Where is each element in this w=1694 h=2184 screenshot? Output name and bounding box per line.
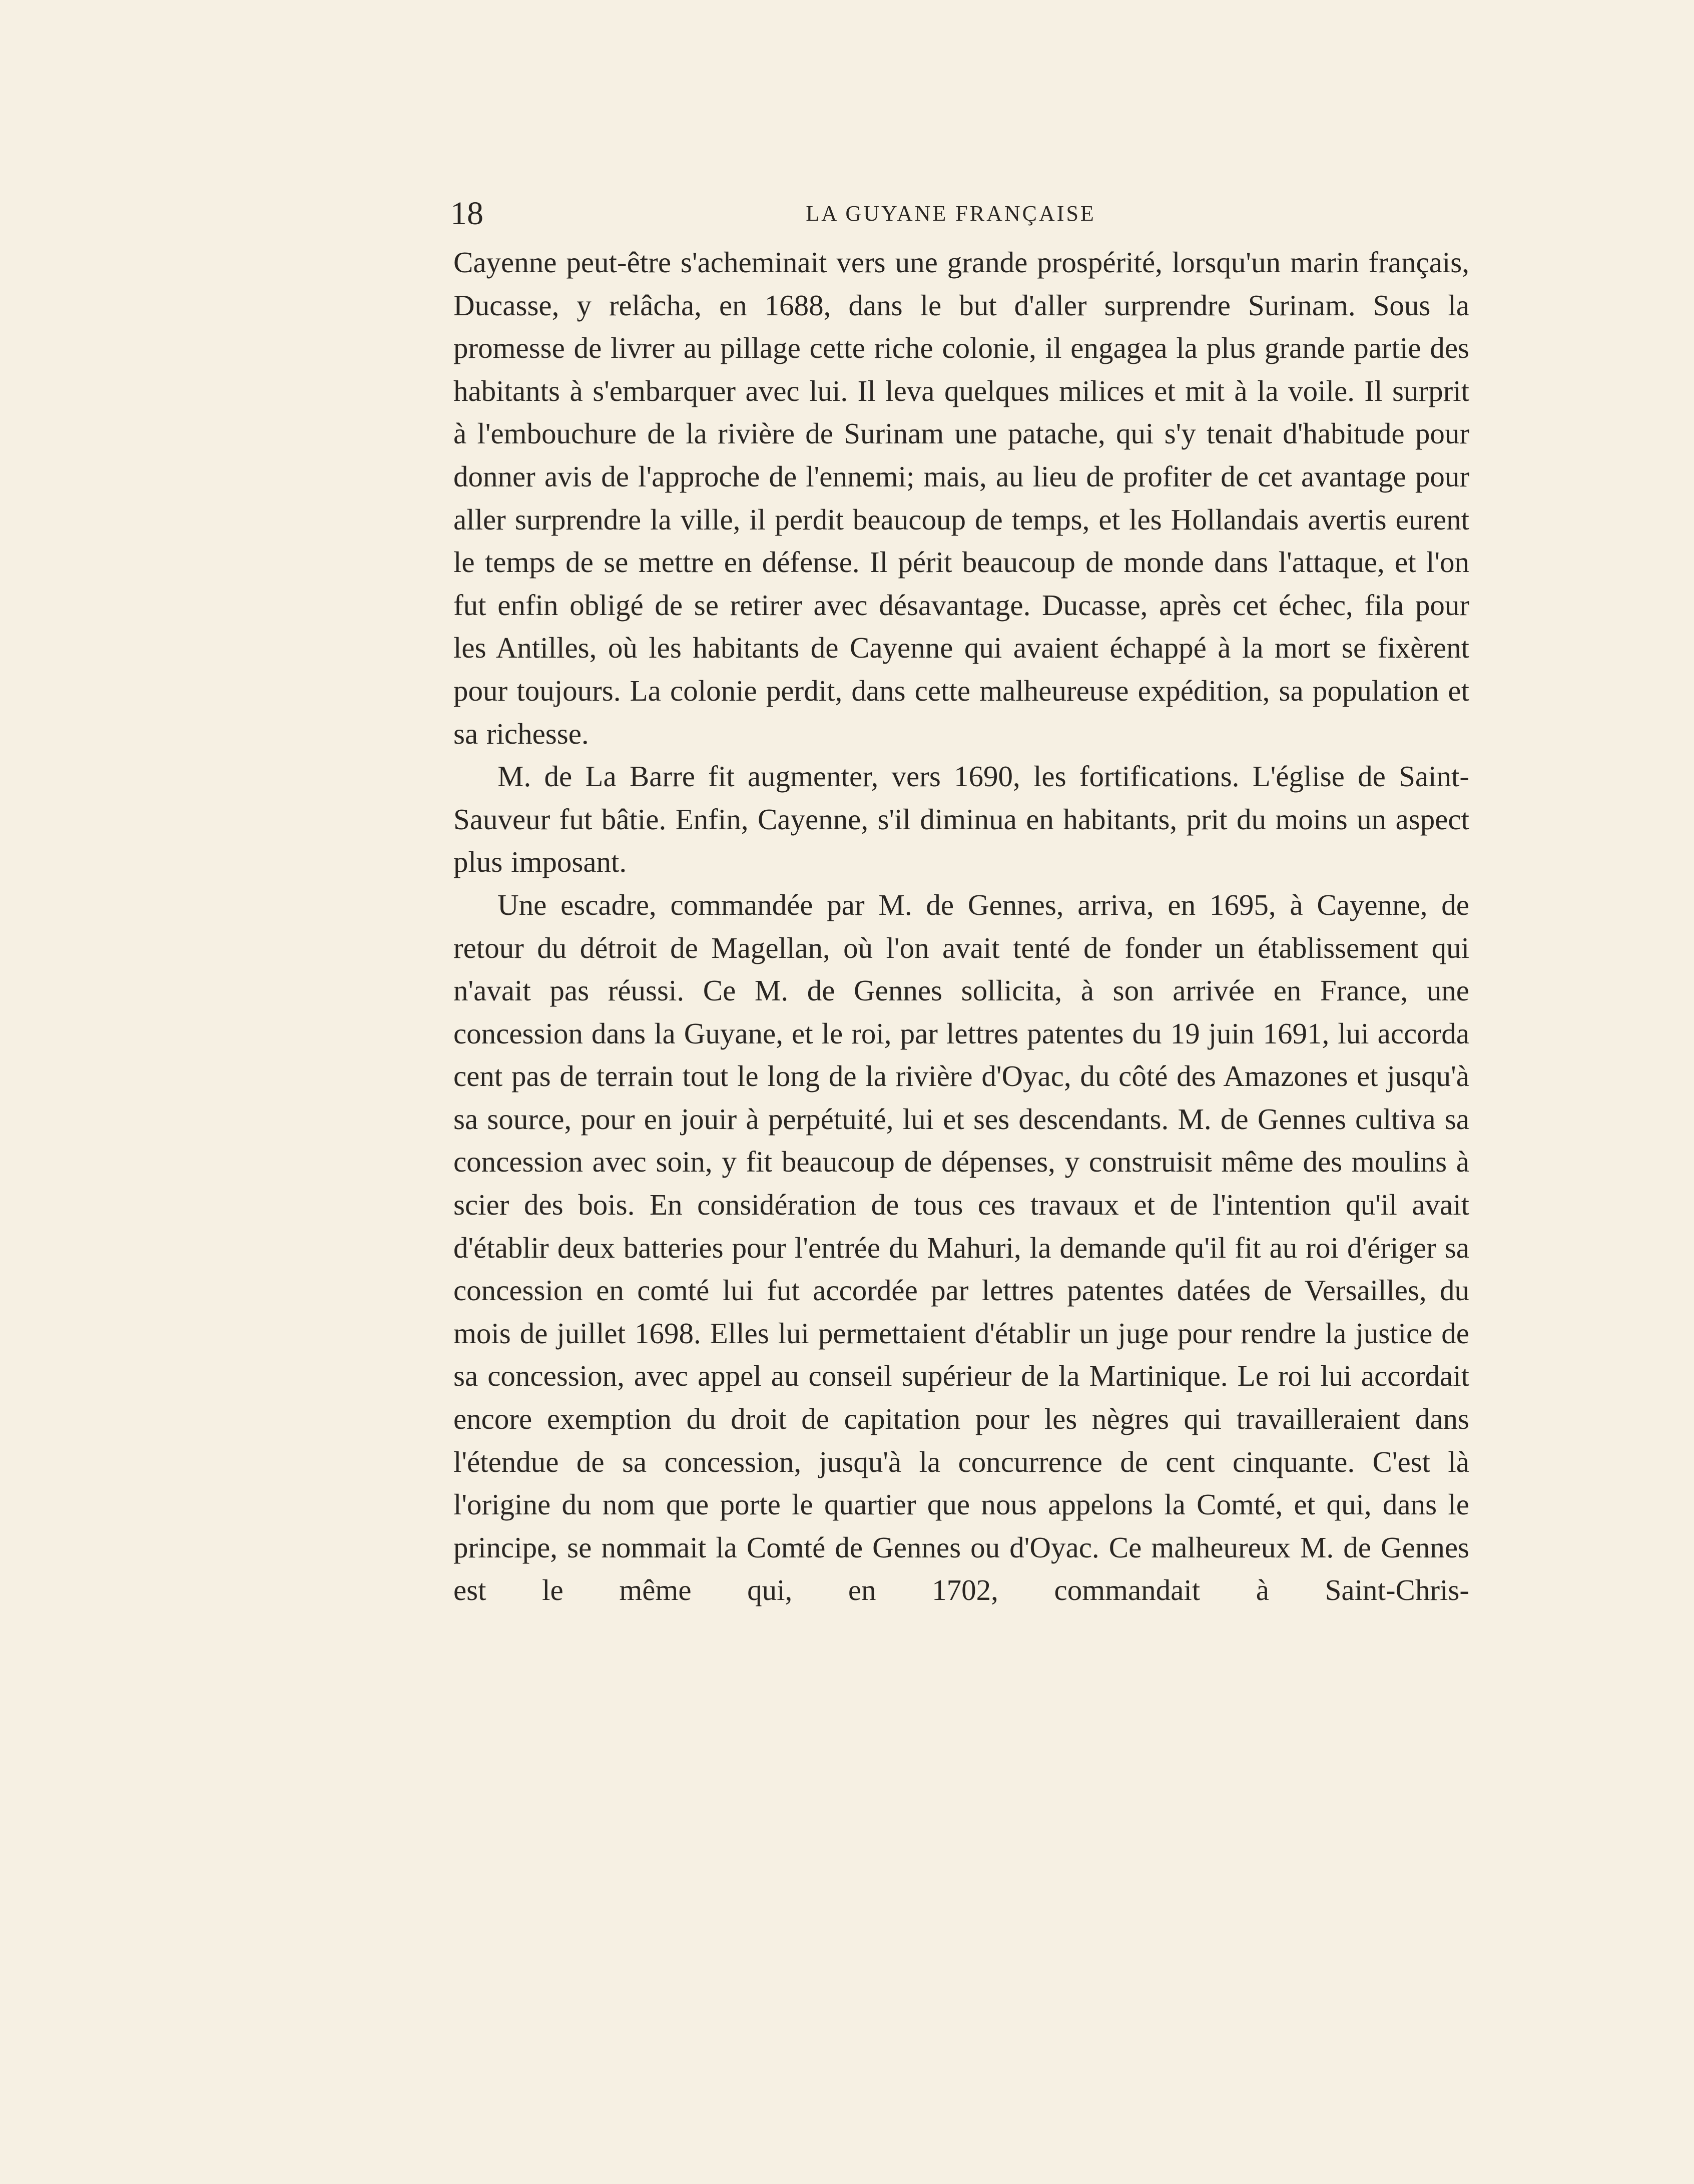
page-number: 18 xyxy=(450,195,483,232)
page-header xyxy=(450,191,1451,236)
body-text xyxy=(453,241,1469,1612)
paragraph-3: Une escadre, commandée par M. de Gennes, arriva, en 1695, à Cayenne, de retour du détroit de Magellan, où l'on avait tenté de fonder un établissement qui n'avait pas réussi. Ce M. de Gennes sollicita, à son arrivée en France, une concession dans la Guyane, et le roi, par lettres patentes du 19 juin 1691, lui accorda cent pas de terrain tout le long de la rivière d'Oyac, du côté des Amazones et jusqu'à sa source, pour en jouir à perpétuité, lui et ses descendants. M. de Gennes cultiva sa concession avec soin, y fit beaucoup de dépenses, y construisit même des moulins à scier des bois. En considération de tous ces travaux et de l'intention qu'il avait d'établir deux batteries pour l'entrée du Mahuri, la demande qu'il fit au roi d'ériger sa concession en comté lui fut accordée par lettres patentes datées de Versailles, du mois de juillet 1698. Elles lui permettaient d'établir un juge pour rendre la justice de sa concession, avec appel au conseil supérieur de la Martinique. Le roi lui accordait encore exemption du droit de capitation pour les nègres qui travailleraient dans l'étendue de sa concession, jusqu'à la concurrence de cent cinquante. C'est là l'origine du nom que porte le quartier que nous appelons la Comté, et qui, dans le principe, se nommait la Comté de Gennes ou d'Oyac. Ce malheureux M. de Gennes est le même qui, en 1702, commandait à Saint-Chris- xyxy=(453,888,1469,1607)
running-title: LA GUYANE FRANÇAISE xyxy=(806,201,1096,226)
paragraph-1: Cayenne peut-être s'acheminait vers une grande prospérité, lorsqu'un marin français, Ducasse, y relâcha, en 1688, dans le but d'aller surprendre Surinam. Sous la promesse de livrer au pillage cette riche colonie, il engagea la plus grande partie des habitants à s'embarquer avec lui. Il leva quelques milices et mit à la voile. Il surprit à l'embouchure de la rivière de Surinam une patache, qui s'y tenait d'habitude pour donner avis de l'approche de l'ennemi; mais, au lieu de profiter de cet avantage pour aller surprendre la ville, il perdit beaucoup de temps, et les Hollandais avertis eurent le temps de se mettre en défense. Il périt beaucoup de monde dans l'attaque, et l'on fut enfin obligé de se retirer avec désavantage. Ducasse, après cet échec, fila pour les Antilles, où les habitants de Cayenne qui avaient échappé à la mort se fixèrent pour toujours. La colonie perdit, dans cette malheureuse expédition, sa population et sa richesse. xyxy=(453,246,1469,750)
paragraph-2: M. de La Barre fit augmenter, vers 1690, les fortifications. L'église de Saint-Sauveur fut bâtie. Enfin, Cayenne, s'il diminua en habitants, prit du moins un aspect plus imposant. xyxy=(453,760,1469,879)
